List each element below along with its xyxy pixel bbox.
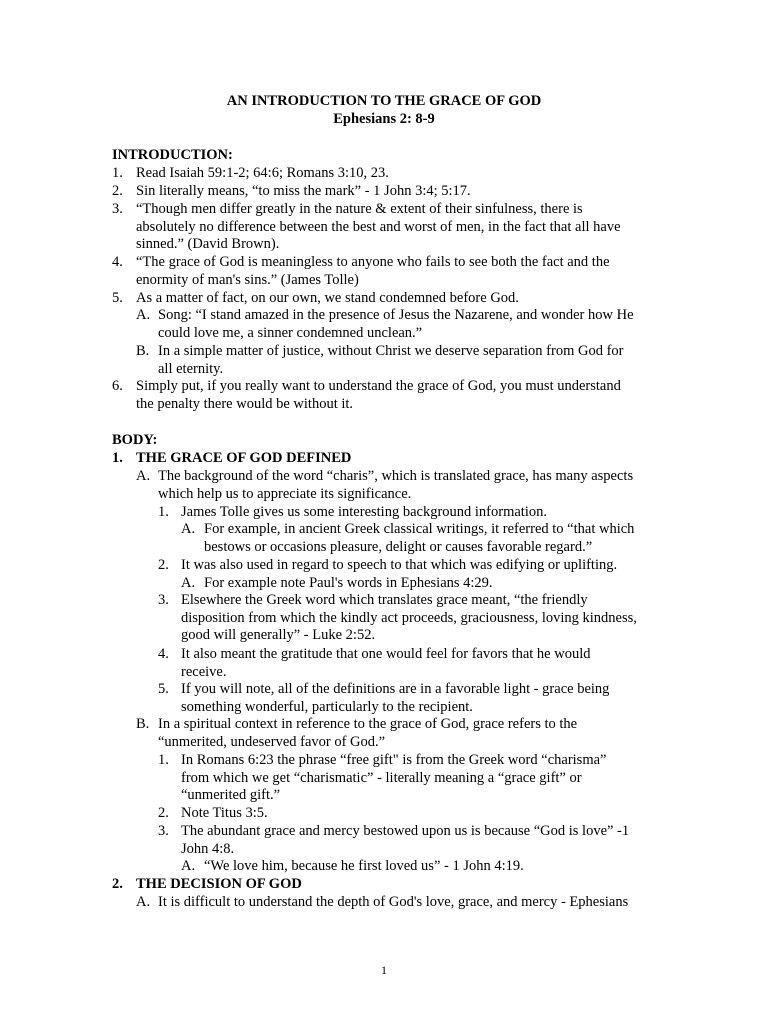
body-item-line: THE DECISION OF GOD xyxy=(136,876,302,892)
body-item-number: 1. xyxy=(158,752,169,768)
introduction-item-line: absolutely no difference between the best and worst of men, in the fact that all have xyxy=(136,218,621,235)
body-item-line: In a spiritual context in reference to the grace of God, grace refers to the xyxy=(158,716,578,732)
body-item-number: 2. xyxy=(158,805,169,821)
body-item-line: “unmerited gift.” xyxy=(181,787,281,804)
body-item-line: It also meant the gratitude that one would feel for favors that he would xyxy=(181,646,591,662)
introduction-item-line: enormity of man's sins.” (James Tolle) xyxy=(136,271,359,288)
body-item-line: For example, in ancient Greek classical writings, it referred to “that which xyxy=(204,521,635,537)
introduction-item-line: Song: “I stand amazed in the presence of Jesus the Nazarene, and wonder how He xyxy=(158,307,634,323)
introduction-item-line: could love me, a sinner condemned unclean.” xyxy=(158,324,423,341)
body-item-number: B. xyxy=(136,716,150,732)
body-item-line: The background of the word “charis”, which is translated grace, has many aspects xyxy=(158,468,634,484)
body-item-line: THE GRACE OF GOD DEFINED xyxy=(136,450,352,466)
body-item-line: For example note Paul's words in Ephesians 4:29. xyxy=(204,575,493,591)
introduction-item-number: 1. xyxy=(112,165,123,181)
introduction-item-line: “Though men differ greatly in the nature & extent of their sinfulness, there is xyxy=(136,201,583,217)
body-item-number: 3. xyxy=(158,823,169,839)
title-block xyxy=(0,93,768,128)
body-item-number: 4. xyxy=(158,646,169,662)
body-item-line: “unmerited, undeserved favor of God.” xyxy=(158,733,386,750)
introduction-item-line: Read Isaiah 59:1-2; 64:6; Romans 3:10, 23. xyxy=(136,165,389,181)
body-item-number: 1. xyxy=(158,504,169,520)
introduction-heading: INTRODUCTION: xyxy=(112,147,233,163)
body-item-line: It is difficult to understand the depth of God's love, grace, and mercy - Ephesians xyxy=(158,894,629,910)
introduction-item-number: 5. xyxy=(112,290,123,306)
body-item-line: bestows or occasions pleasure, delight or causes favorable regard.” xyxy=(204,538,593,555)
introduction-item-line: sinned.” (David Brown). xyxy=(136,236,280,253)
body-item-line: which help us to appreciate its significance. xyxy=(158,485,412,502)
page-title: AN INTRODUCTION TO THE GRACE OF GOD xyxy=(226,93,542,109)
body-item-number: 2. xyxy=(158,557,169,573)
body-item-line: receive. xyxy=(181,663,227,680)
introduction-item-line: “The grace of God is meaningless to anyone who fails to see both the fact and the xyxy=(136,254,610,270)
introduction-item-line: In a simple matter of justice, without Christ we deserve separation from God for xyxy=(158,343,624,359)
body-item-number: A. xyxy=(181,858,196,874)
body-item-number: 2. xyxy=(112,876,123,892)
body-item-line: James Tolle gives us some interesting background information. xyxy=(181,504,547,520)
body-item-line: something wonderful, particularly to the recipient. xyxy=(181,698,473,715)
body-item-number: A. xyxy=(181,521,196,537)
body-item-line: John 4:8. xyxy=(181,840,235,857)
body-heading: BODY: xyxy=(112,432,158,448)
page-subtitle: Ephesians 2: 8-9 xyxy=(333,110,435,127)
introduction-item-number: 6. xyxy=(112,378,123,394)
body-item-line: Elsewhere the Greek word which translates grace meant, “the friendly xyxy=(181,592,588,608)
introduction-item-line: Sin literally means, “to miss the mark” - 1 John 3:4; 5:17. xyxy=(136,183,471,199)
body-item-line: “We love him, because he first loved us” - 1 John 4:19. xyxy=(204,858,524,874)
introduction-item-number: 3. xyxy=(112,201,123,217)
body-item-line: If you will note, all of the definitions are in a favorable light - grace being xyxy=(181,681,610,697)
body-item-line: disposition from which the kindly act proceeds, graciousness, loving kindness, xyxy=(181,609,637,626)
introduction-item-line: As a matter of fact, on our own, we stand condemned before God. xyxy=(136,290,519,306)
body-item-number: A. xyxy=(136,894,151,910)
body-item-number: 3. xyxy=(158,592,169,608)
body-item-line: Note Titus 3:5. xyxy=(181,805,268,821)
body-item-number: A. xyxy=(136,468,151,484)
introduction-item-number: 2. xyxy=(112,183,123,199)
body-item-number: A. xyxy=(181,575,196,591)
introduction-item-line: Simply put, if you really want to understand the grace of God, you must understand xyxy=(136,378,621,394)
introduction-item-line: the penalty there would be without it. xyxy=(136,395,354,412)
introduction-item-line: all eternity. xyxy=(158,360,224,377)
introduction-item-number: B. xyxy=(136,343,150,359)
introduction-item-number: 4. xyxy=(112,254,123,270)
body-item-number: 5. xyxy=(158,681,169,697)
body-item-line: It was also used in regard to speech to that which was edifying or uplifting. xyxy=(181,557,618,573)
body-item-line: The abundant grace and mercy bestowed upon us is because “God is love” -1 xyxy=(181,823,630,839)
body-item-line: good will generally” - Luke 2:52. xyxy=(181,627,376,644)
introduction-item-number: A. xyxy=(136,307,151,323)
page-number: 1 xyxy=(381,963,387,977)
body-item-line: from which we get “charismatic” - literally meaning a “grace gift” or xyxy=(181,769,582,786)
body-item-number: 1. xyxy=(112,450,123,466)
body-item-line: In Romans 6:23 the phrase “free gift" is from the Greek word “charisma” xyxy=(181,752,607,768)
